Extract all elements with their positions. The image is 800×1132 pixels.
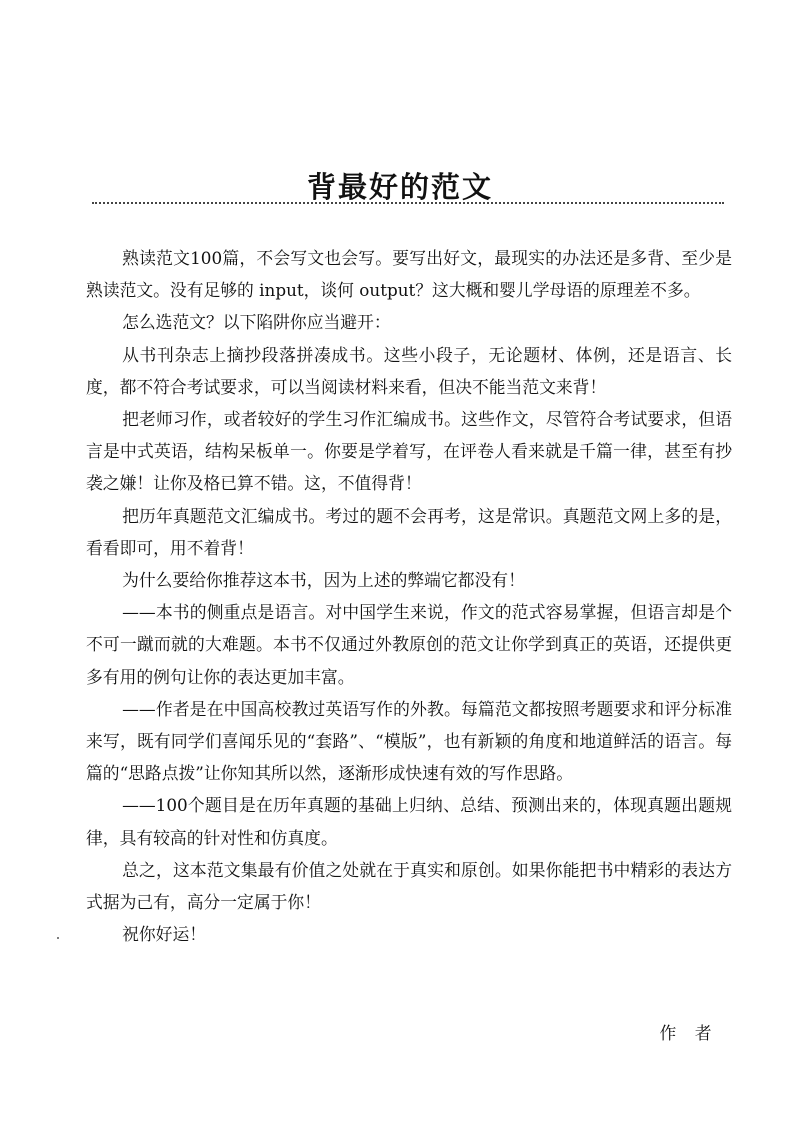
page-title: 背最好的范文 [306,170,493,205]
paragraph-closing: 祝你好运！ [122,924,207,945]
body-text [86,242,732,950]
dotted-divider [92,202,724,204]
paragraph-recommend: 为什么要给你推荐这本书，因为上述的弊端它都没有！ [122,570,525,591]
paragraph-conclusion: 总之，这本范文集最有价值之处就在于真实和原创。如果你能把书中精彩的表达方式据为己有，高分一定属于你！ [86,859,732,913]
paragraph-intro: 熟读范文100篇，不会写文也会写。要写出好文，最现实的办法还是多背、至少是熟读范文。没有足够的 input，谈何 output？这大概和婴儿学母语的原理差不多。 [86,248,732,301]
scan-speck [57,937,59,939]
paragraph-trap-3: 把历年真题范文汇编成书。考过的题不会再考，这是常识。真题范文网上多的是，看看即可，用不着背！ [86,505,732,558]
paragraph-point-1: ——本书的侧重点是语言。对中国学生来说，作文的范式容易掌握，但语言却是个不可一蹴而就的大难题。本书不仅通过外教原创的范文让你学到真正的英语，还提供更多有用的例句让你的表达更加丰富。 [86,602,732,687]
paragraph-point-2: ——作者是在中国高校教过英语写作的外教。每篇范文都按照考题要求和评分标准来写，既有同学们喜闻乐见的“套路”、“模版”，也有新颖的角度和地道鲜活的语言。每篇的“思路点拨”让你知其所以然，逐渐形成快速有效的写作思路。 [86,698,732,784]
paragraph-point-3: ——100个题目是在历年真题的基础上归纳、总结、预测出来的，体现真题出题规律，具有较高的针对性和仿真度。 [86,795,732,848]
paragraph-question: 怎么选范文？以下陷阱你应当避开： [122,312,391,333]
author-signature: 作者 [659,1023,730,1043]
paragraph-trap-2: 把老师习作，或者较好的学生习作汇编成书。这些作文，尽管符合考试要求，但语言是中式英语，结构呆板单一。你要是学着写，在评卷人看来就是千篇一律，甚至有抄袭之嫌！让你及格已算不错。这，不值得背！ [86,409,732,494]
paragraph-trap-1: 从书刊杂志上摘抄段落拼凑成书。这些小段子，无论题材、体例，还是语言、长度，都不符合考试要求，可以当阅读材料来看，但决不能当范文来背！ [86,344,732,397]
